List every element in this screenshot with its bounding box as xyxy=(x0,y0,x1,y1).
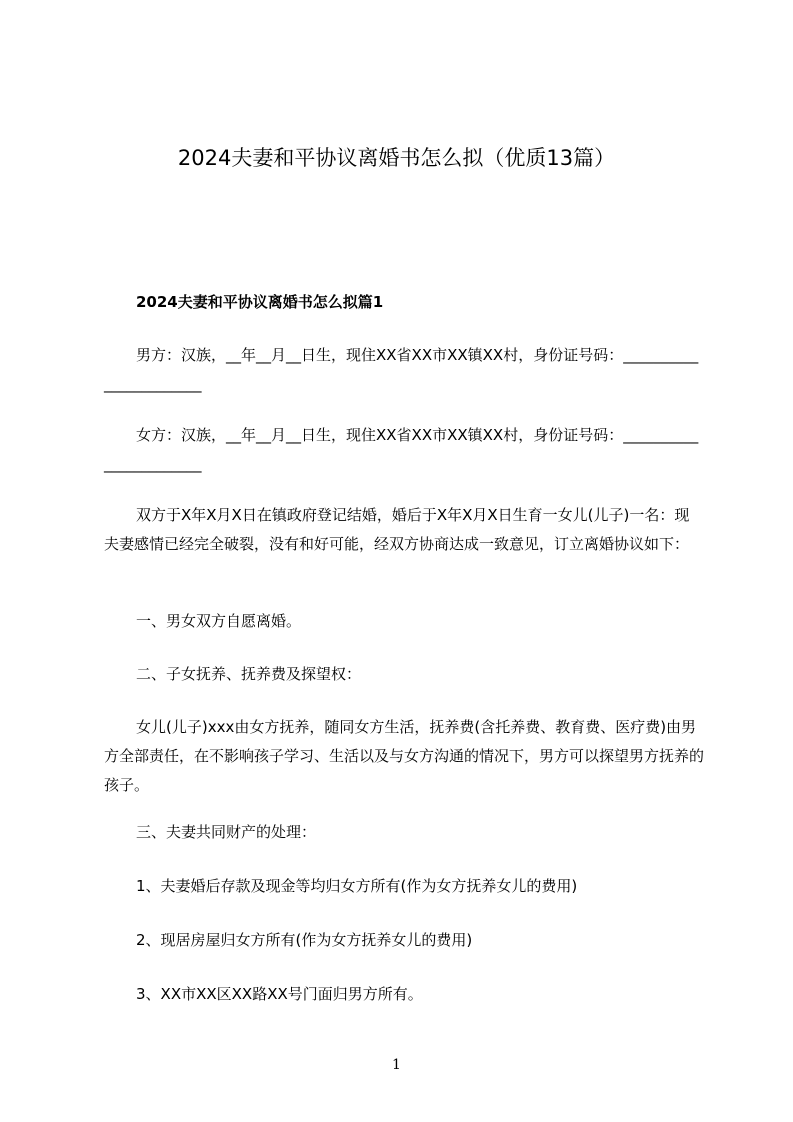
clause-1-paragraph: 一、男女双方自愿离婚。 xyxy=(136,612,302,630)
male-party-paragraph: 男方：汉族，__年__月__日生，现住XX省XX市XX镇XX村，身份证号码：_______________________ xyxy=(104,346,699,393)
clause-3-paragraph: 三、夫妻共同财产的处理： xyxy=(136,823,317,841)
property-item-1: 1、夫妻婚后存款及现金等均归女方所有(作为女方抚养女儿的费用) xyxy=(136,877,578,895)
section-heading: 2024夫妻和平协议离婚书怎么拟篇1 xyxy=(136,293,384,311)
property-item-2: 2、现居房屋归女方所有(作为女方抚养女儿的费用) xyxy=(136,931,473,949)
page-number: 1 xyxy=(392,1057,401,1073)
document-title: 2024夫妻和平协议离婚书怎么拟（优质13篇） xyxy=(177,146,616,170)
clause-2-paragraph: 二、子女抚养、抚养费及探望权： xyxy=(136,665,362,683)
intro-paragraph: 双方于X年X月X日在镇政府登记结婚，婚后于X年X月X日生育一女儿(儿子)一名：现夫妻感情已经完全破裂，没有和好可能，经双方协商达成一致意见，订立离婚协议如下： xyxy=(104,506,690,553)
female-party-paragraph: 女方：汉族，__年__月__日生，现住XX省XX市XX镇XX村，身份证号码：_______________________ xyxy=(104,426,699,473)
child-custody-paragraph: 女儿(儿子)xxx由女方抚养，随同女方生活，抚养费(含托养费、教育费、医疗费)由男方全部责任，在不影响孩子学习、生活以及与女方沟通的情况下，男方可以探望男方抚养的孩子。 xyxy=(104,718,705,794)
property-item-3: 3、XX市XX区XX路XX号门面归男方所有。 xyxy=(136,985,423,1003)
